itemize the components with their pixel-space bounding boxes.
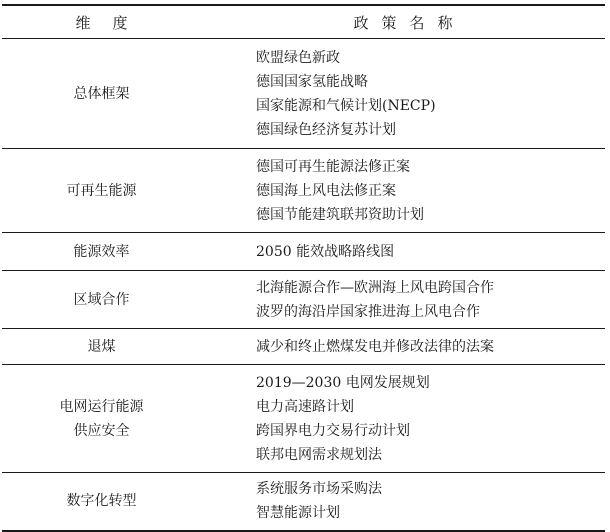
header-dimension: 维度: [2, 5, 201, 39]
dimension-label: 能源效率: [73, 243, 130, 260]
dimension-label: 数字化转型: [66, 493, 137, 510]
table-row: [2, 39, 605, 149]
dimension-cell: [2, 149, 201, 233]
dimension-label: 供应安全: [73, 422, 130, 439]
dimension-cell: [2, 365, 201, 473]
dimension-cell: [2, 39, 201, 149]
header-row: [2, 5, 605, 39]
dimension-label: 可再生能源: [66, 182, 137, 199]
policy-item: 电力高速路计划: [256, 398, 354, 415]
dimension-label: 区域合作: [73, 291, 130, 308]
policy-table: [2, 4, 605, 532]
table-row: [2, 365, 605, 473]
policy-item: 智慧能源计划: [256, 505, 340, 522]
dimension-cell: [2, 233, 201, 271]
policy-item: 国家能源和气候计划(NECP): [256, 97, 436, 114]
policy-item: 北海能源合作—欧洲海上风电跨国合作: [256, 279, 494, 296]
policy-item: 系统服务市场采购法: [256, 481, 382, 498]
dimension-label: 退煤: [87, 338, 116, 355]
table-row: [2, 233, 605, 271]
policy-item: 2019—2030 电网发展规划: [256, 374, 430, 391]
header-policy-name: 政策名称: [201, 5, 605, 39]
policy-cell: [201, 233, 605, 271]
policy-item: 德国国家氢能战略: [256, 73, 368, 90]
table-row: [2, 473, 605, 531]
policy-cell: [201, 329, 605, 365]
policy-cell: [201, 365, 605, 473]
dimension-cell: [2, 473, 201, 531]
policy-item: 德国可再生能源法修正案: [256, 158, 410, 175]
policy-item: 跨国界电力交易行动计划: [256, 422, 410, 439]
policy-item: 2050 能效战略路线图: [256, 243, 395, 260]
dimension-label: 总体框架: [73, 85, 130, 102]
table-row: [2, 329, 605, 365]
policy-cell: [201, 149, 605, 233]
policy-item: 德国节能建筑联邦资助计划: [256, 206, 424, 223]
policy-cell: [201, 39, 605, 149]
table-row: [2, 149, 605, 233]
policy-item: 波罗的海沿岸国家推进海上风电合作: [256, 303, 480, 320]
dimension-label: 电网运行能源: [59, 398, 144, 415]
policy-item: 减少和终止燃煤发电并修改法律的法案: [256, 338, 494, 355]
dimension-cell: [2, 271, 201, 329]
policy-cell: [201, 473, 605, 531]
table-row: [2, 271, 605, 329]
policy-item: 联邦电网需求规划法: [256, 446, 382, 463]
policy-item: 德国海上风电法修正案: [256, 182, 396, 199]
dimension-cell: [2, 329, 201, 365]
policy-item: 德国绿色经济复苏计划: [256, 121, 396, 138]
policy-item: 欧盟绿色新政: [256, 49, 340, 66]
policy-cell: [201, 271, 605, 329]
